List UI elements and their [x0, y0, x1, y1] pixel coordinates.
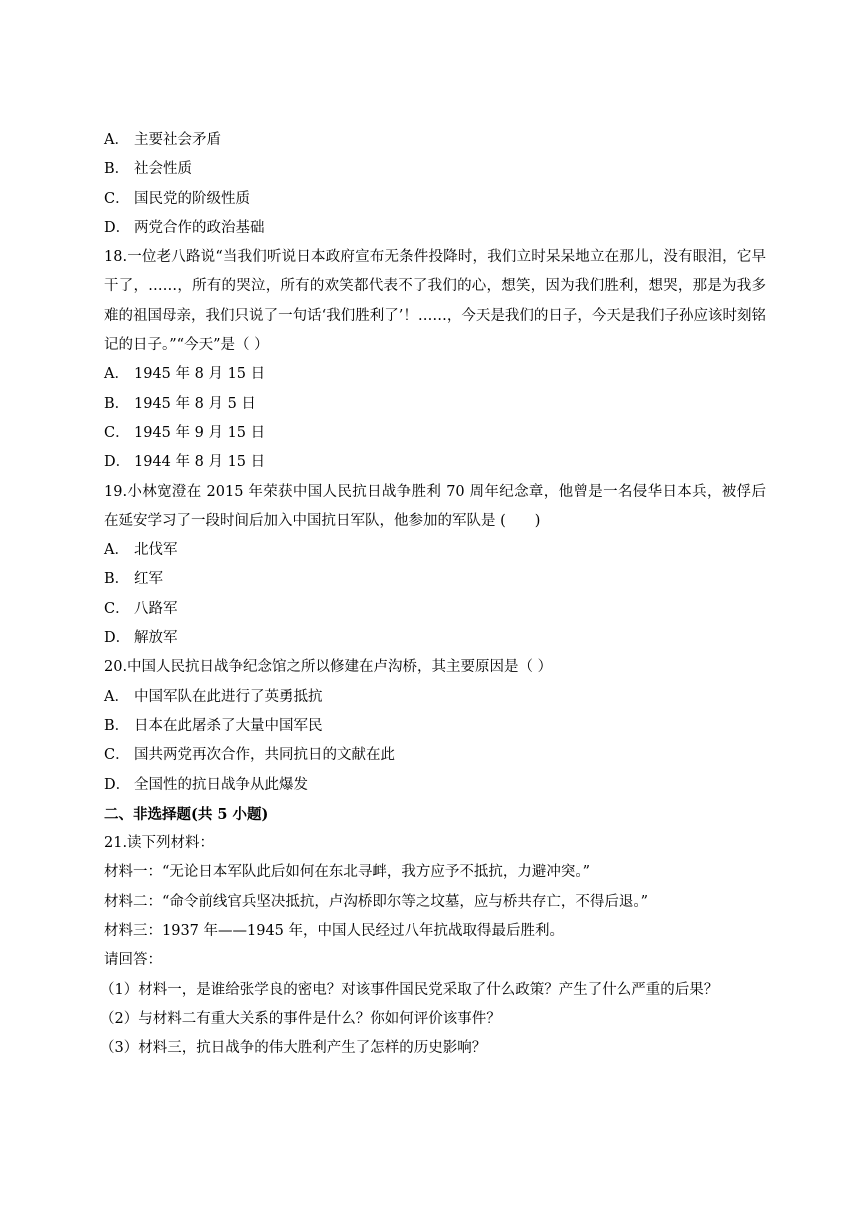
option-text: 八路军	[134, 600, 178, 617]
q20-option-b	[104, 712, 766, 741]
q20-option-d	[104, 771, 766, 800]
option-letter: D．	[104, 454, 131, 471]
q17-option-a	[104, 126, 766, 155]
q17-option-b	[104, 155, 766, 184]
option-letter: B．	[104, 161, 130, 178]
option-text: 国共两党再次合作，共同抗日的文献在此	[134, 747, 395, 764]
q18-stem: 18.一位老八路说“当我们听说日本政府宣布无条件投降时，我们立时呆呆地立在那儿，没有眼泪，它早干了，……，所有的哭泣，所有的欢笑都代表不了我们的心，想笑，因为我们胜利，想哭，那是为我多难的祖国母亲，我们只说了一句话‘我们胜利了’！……，今天是我们的日子，今天是我们子孙应该时刻铭记的日子。”“今天”是（ ）	[104, 249, 766, 354]
option-text: 1944 年 8 月 15 日	[134, 454, 266, 471]
option-text: 社会性质	[134, 161, 192, 178]
option-text: 红军	[134, 571, 163, 588]
q21-material-2: 材料二：“命令前线官兵坚决抵抗，卢沟桥即尔等之坟墓，应与桥共存亡，不得后退。”	[104, 893, 649, 910]
option-letter: C．	[104, 424, 130, 441]
option-letter: D．	[104, 776, 131, 793]
q20-stem: 20.中国人民抗日战争纪念馆之所以修建在卢沟桥，其主要原因是（ ）	[104, 659, 553, 676]
option-text: 国民党的阶级性质	[134, 190, 250, 207]
option-text: 1945 年 9 月 15 日	[134, 424, 266, 441]
q18-option-c	[104, 419, 766, 448]
q18-option-b	[104, 390, 766, 419]
q18-option-a	[104, 360, 766, 389]
option-text: 主要社会矛盾	[134, 132, 221, 148]
q19-option-b	[104, 565, 766, 594]
q19-option-d	[104, 624, 766, 653]
q21-material-1: 材料一：“无论日本军队此后如何在东北寻衅，我方应予不抵抗，力避冲突。”	[104, 864, 591, 881]
option-letter: B．	[104, 571, 130, 588]
option-text: 日本在此屠杀了大量中国军民	[134, 717, 323, 734]
option-letter: D．	[104, 219, 131, 236]
document-page	[100, 126, 766, 1064]
q17-option-d	[104, 214, 766, 243]
option-letter: A．	[104, 132, 129, 148]
q21-sub-question-1: （1）材料一，是谁给张学良的密电？对该事件国民党采取了什么政策？产生了什么严重的后果？	[100, 981, 719, 998]
option-letter: A．	[104, 688, 129, 705]
q20-option-a	[104, 683, 766, 712]
option-text: 两党合作的政治基础	[134, 219, 265, 236]
option-text: 中国军队在此进行了英勇抵抗	[134, 688, 323, 705]
option-text: 解放军	[134, 630, 178, 647]
q18-option-d	[104, 448, 766, 477]
option-text: 全国性的抗日战争从此爆发	[134, 776, 308, 793]
option-letter: A．	[104, 366, 129, 383]
q21-prompt: 请回答：	[104, 952, 162, 969]
section-title: 二、非选择题(共 5 小题)	[104, 805, 269, 823]
q19-option-c	[104, 595, 766, 624]
q21-sub-question-2: （2）与材料二有重大关系的事件是什么？你如何评价该事件？	[100, 1010, 501, 1027]
q19-option-a	[104, 536, 766, 565]
option-text: 1945 年 8 月 5 日	[134, 395, 256, 412]
option-text: 1945 年 8 月 15 日	[134, 366, 266, 383]
option-letter: B．	[104, 395, 130, 412]
option-letter: C．	[104, 190, 130, 207]
option-letter: B．	[104, 717, 130, 734]
option-letter: C．	[104, 600, 130, 617]
q21-stem: 21.读下列材料：	[104, 835, 215, 852]
q20-option-c	[104, 741, 766, 770]
option-letter: D．	[104, 630, 131, 647]
q21-material-3: 材料三：1937 年——1945 年，中国人民经过八年抗战取得最后胜利。	[104, 923, 565, 940]
option-letter: C．	[104, 747, 130, 764]
q21-sub-question-3: （3）材料三，抗日战争的伟大胜利产生了怎样的历史影响？	[100, 1040, 487, 1057]
option-letter: A．	[104, 542, 129, 559]
option-text: 北伐军	[134, 542, 178, 559]
q19-stem: 19.小林宽澄在 2015 年荣获中国人民抗日战争胜利 70 周年纪念章，他曾是一名侵华日本兵，被俘后在延安学习了一段时间后加入中国抗日军队，他参加的军队是 ( )	[104, 483, 766, 529]
q17-option-c	[104, 185, 766, 214]
